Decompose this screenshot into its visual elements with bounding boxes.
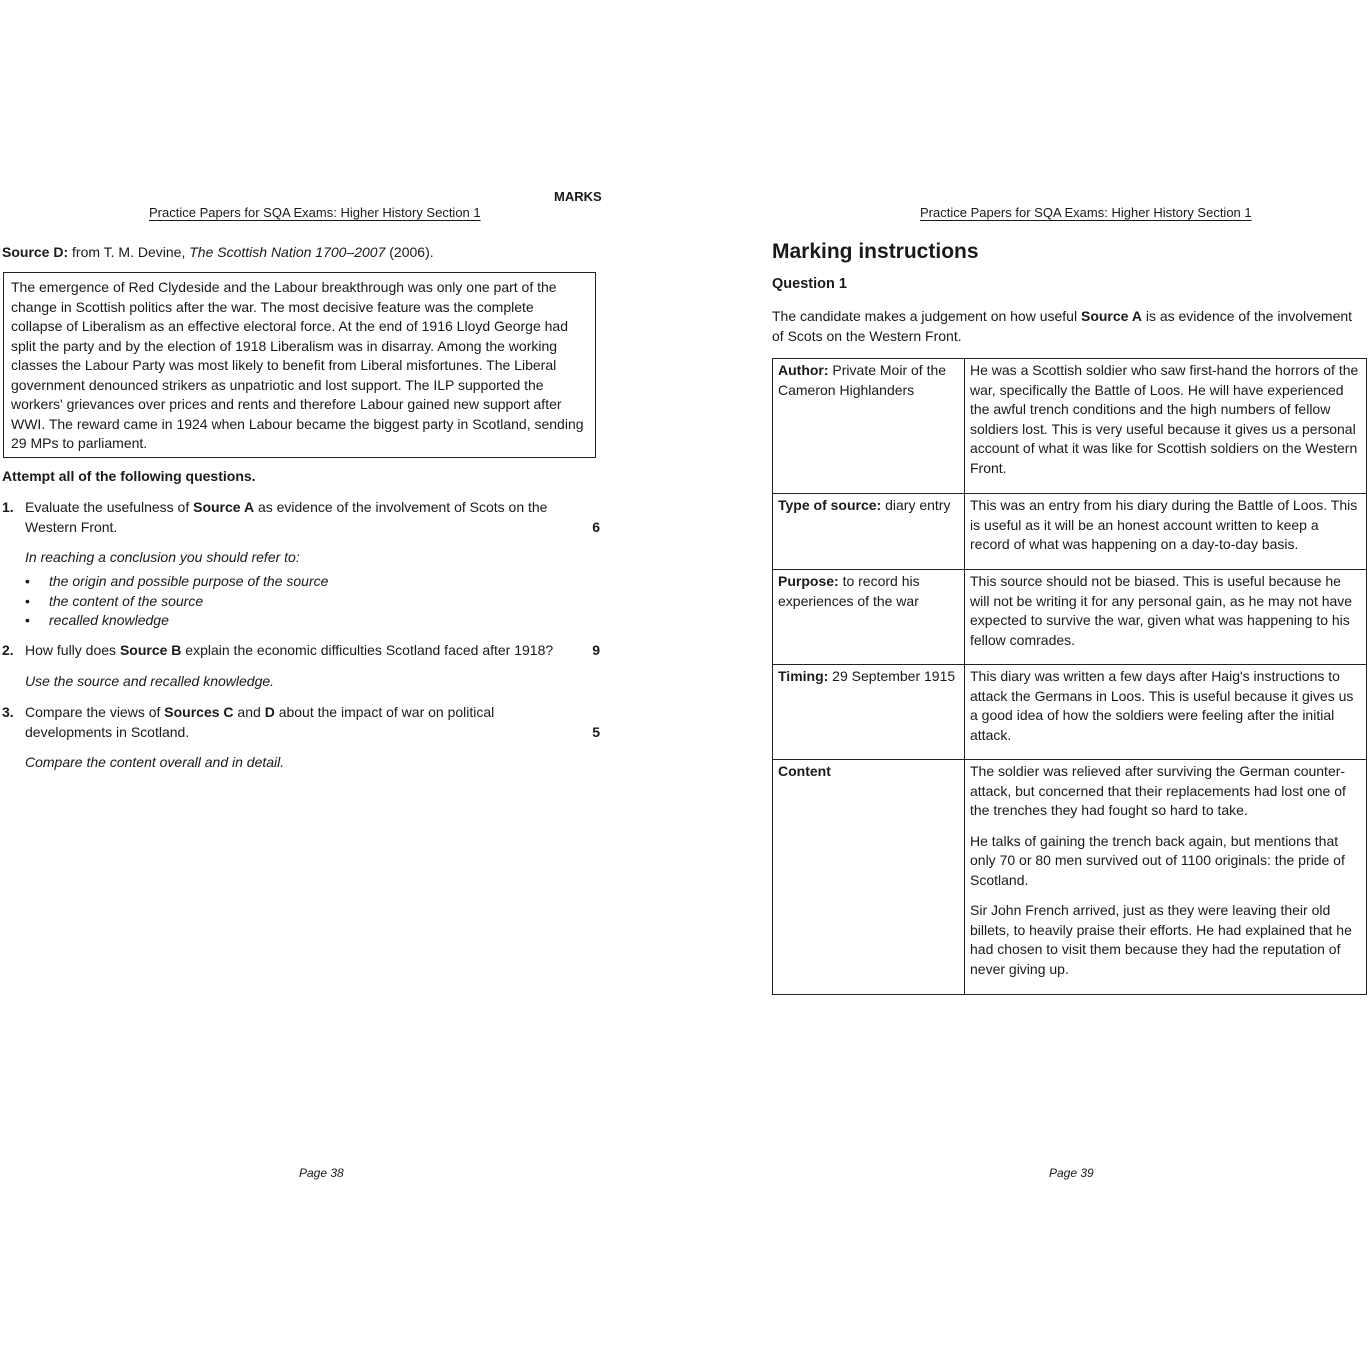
question-3-note: Compare the content overall and in detail. <box>25 754 285 770</box>
marks-label: MARKS <box>554 189 602 204</box>
table-cell-comment: This diary was written a few days after Haig's instructions to attack the Germans in Loos. This is useful because it gives us a good idea of how the soldiers were feeling after the initial attack. <box>965 665 1367 760</box>
page-title: Marking instructions <box>772 240 979 263</box>
table-row <box>773 570 1367 665</box>
question-marks: 5 <box>592 723 600 740</box>
list-item: • the origin and possible purpose of the source <box>25 572 328 592</box>
source-from: from T. M. Devine, <box>68 244 190 260</box>
table-cell-label: Content <box>773 760 965 995</box>
question-1-bullets <box>25 572 328 631</box>
instruction: Attempt all of the following questions. <box>2 468 256 484</box>
question-text: Compare the views of Sources C and D about the impact of war on political developments in Scotland. <box>25 704 495 740</box>
source-year: (2006). <box>385 244 434 260</box>
table-row <box>773 359 1367 494</box>
table-cell-comment: This was an entry from his diary during the Battle of Loos. This is useful as it will be an honest account written to keep a record of what was happening on a day-to-day basis. <box>965 494 1367 570</box>
table-cell-label: Type of source: diary entry <box>773 494 965 570</box>
table-row <box>773 665 1367 760</box>
source-title: The Scottish Nation 1700–2007 <box>189 244 386 260</box>
question-number: 3. <box>2 704 14 720</box>
question-marks: 9 <box>592 642 600 658</box>
table-cell-label: Purpose: to record his experiences of the war <box>773 570 965 665</box>
question-3 <box>2 703 600 742</box>
left-page <box>0 0 610 1368</box>
question-1-note: In reaching a conclusion you should refer to: <box>25 549 300 565</box>
table-cell-comment: This source should not be biased. This is useful because he will not be writing it for any personal gain, as he may not have expected to survive the war, given what was happening to his fellow comrades. <box>965 570 1367 665</box>
question-marks: 6 <box>592 518 600 535</box>
list-item: • the content of the source <box>25 592 328 612</box>
table-cell-comment: He was a Scottish soldier who saw first-hand the horrors of the war, specifically the Battle of Loos. He will have experienced the awful trench conditions and the high numbers of fellow soldiers lost. This is very useful because it gives us a personal account of what it was like for Scottish soldiers on the Western Front. <box>965 359 1367 494</box>
list-item: • recalled knowledge <box>25 611 328 631</box>
question-number: 1. <box>2 499 14 515</box>
page-number: Page 38 <box>299 1166 344 1180</box>
table-row <box>773 760 1367 995</box>
question-heading: Question 1 <box>772 276 847 292</box>
page-header: Practice Papers for SQA Exams: Higher History Section 1 <box>920 205 1252 220</box>
question-text: How fully does Source B explain the economic difficulties Scotland faced after 1918? <box>25 642 554 658</box>
question-number: 2. <box>2 642 14 658</box>
table-cell-label: Author: Private Moir of the Cameron Highlanders <box>773 359 965 494</box>
question-text: Evaluate the usefulness of Source A as evidence of the involvement of Scots on the Western Front. <box>25 499 548 535</box>
page-header: Practice Papers for SQA Exams: Higher History Section 1 <box>149 205 481 220</box>
right-page <box>770 0 1368 1368</box>
source-label: Source D: <box>2 244 69 260</box>
page-number: Page 39 <box>1049 1166 1094 1180</box>
question-1 <box>2 498 600 537</box>
source-citation <box>2 244 434 260</box>
question-2 <box>2 641 600 661</box>
table-cell-comment: The soldier was relieved after surviving the German counter-attack, but concerned that their replacements had lost one of the trenches they had fought so hard to take. He talks of gaining the trench back again, but mentions that only 70 or 80 men survived out of 1100 originals: the pride of Scotland. Sir John French arrived, just as they were leaving their old billets, to heavily praise their efforts. He had explained that he had chosen to visit them because they had the reputation of never giving up. <box>965 760 1367 995</box>
source-text-box: The emergence of Red Clydeside and the Labour breakthrough was only one part of the change in Scottish politics after the war. The most decisive feature was the complete collapse of Liberalism as an effective electoral force. At the end of 1916 Lloyd George had split the party and by the election of 1918 Liberalism was in disarray. Among the working classes the Labour Party was most likely to benefit from Liberal misfortunes. The Liberal government denounced strikers as unpatriotic and lost support. The ILP supported the workers' grievances over prices and rents and therefore Labour gained new support after WWI. The reward came in 1924 when Labour became the biggest party in Scotland, sending 29 MPs to parliament. <box>3 272 596 458</box>
marking-table <box>772 358 1367 995</box>
intro-text: The candidate makes a judgement on how useful Source A is as evidence of the involvement of Scots on the Western Front. <box>772 308 1353 344</box>
question-2-note: Use the source and recalled knowledge. <box>25 673 275 689</box>
table-cell-label: Timing: 29 September 1915 <box>773 665 965 760</box>
table-row <box>773 494 1367 570</box>
